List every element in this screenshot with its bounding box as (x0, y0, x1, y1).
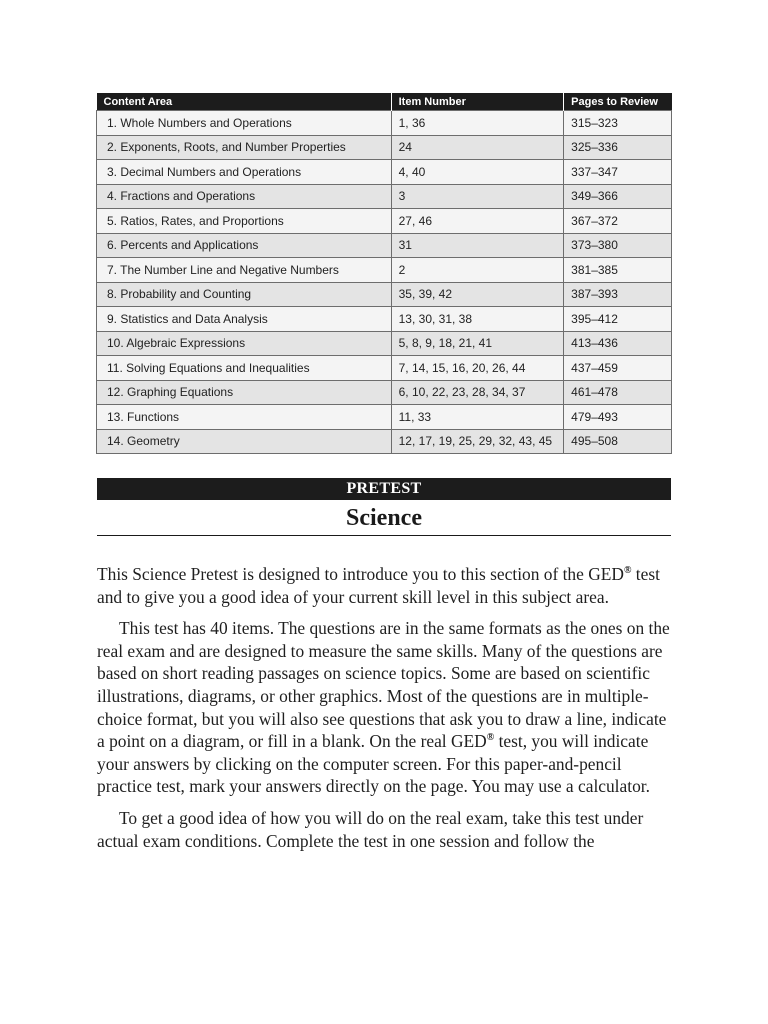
table-row (97, 184, 672, 209)
item-number-cell: 7, 14, 15, 16, 20, 26, 44 (391, 356, 564, 381)
pages-cell: 367–372 (564, 209, 672, 234)
item-number-cell: 4, 40 (391, 160, 564, 185)
pages-cell: 395–412 (564, 307, 672, 332)
format-text-start: This test has 40 items. The questions are in the same formats as the ones on the real exam and are designed to measure the same skills. Many of the questions are based on short reading passages on science topics. Some are based on scientific illustrations, diagrams, or other graphics. Most of the questions are in multiple-choice format, but you will also see questions that ask you to draw a line, indicate a point on a diagram, or fill in a blank. On the real GED (97, 618, 670, 752)
pages-cell: 387–393 (564, 282, 672, 307)
content-area-cell: 11. Solving Equations and Inequalities (97, 356, 392, 381)
title-divider (97, 535, 671, 536)
item-number-cell: 6, 10, 22, 23, 28, 34, 37 (391, 380, 564, 405)
header-item-number: Item Number (391, 93, 564, 111)
pages-cell: 495–508 (564, 429, 672, 454)
paragraph-intro (97, 563, 675, 608)
pages-cell: 461–478 (564, 380, 672, 405)
content-area-cell: 9. Statistics and Data Analysis (97, 307, 392, 332)
item-number-cell: 27, 46 (391, 209, 564, 234)
table-row (97, 111, 672, 136)
table-row (97, 233, 672, 258)
content-area-cell: 2. Exponents, Roots, and Number Properties (97, 135, 392, 160)
format-text-end: test, you will indicate your answers by clicking on the computer screen. For this paper-and-pencil practice test, mark your answers directly on the page. You may use a calculator. (97, 731, 650, 797)
table-header-row (97, 93, 672, 111)
header-content-area: Content Area (97, 93, 392, 111)
table-row (97, 429, 672, 454)
table-row (97, 356, 672, 381)
table-row (97, 209, 672, 234)
pages-cell: 479–493 (564, 405, 672, 430)
item-number-cell: 2 (391, 258, 564, 283)
paragraph-exam-conditions: To get a good idea of how you will do on the real exam, take this test under actual exam conditions. Complete the test in one session and follow the (97, 807, 644, 851)
section-title: Science (346, 505, 422, 531)
item-number-cell: 3 (391, 184, 564, 209)
body-text (97, 563, 675, 861)
table-row (97, 380, 672, 405)
content-area-cell: 12. Graphing Equations (97, 380, 392, 405)
item-number-cell: 13, 30, 31, 38 (391, 307, 564, 332)
table-row (97, 307, 672, 332)
content-area-cell: 4. Fractions and Operations (97, 184, 392, 209)
pages-cell: 349–366 (564, 184, 672, 209)
item-number-cell: 1, 36 (391, 111, 564, 136)
item-number-cell: 31 (391, 233, 564, 258)
item-number-cell: 5, 8, 9, 18, 21, 41 (391, 331, 564, 356)
table-body (97, 111, 672, 454)
content-area-cell: 1. Whole Numbers and Operations (97, 111, 392, 136)
pages-cell: 373–380 (564, 233, 672, 258)
pretest-banner: PRETEST (97, 478, 671, 500)
table-row (97, 258, 672, 283)
content-area-cell: 3. Decimal Numbers and Operations (97, 160, 392, 185)
intro-text-end: test and to give you a good idea of your current skill level in this subject area. (97, 564, 660, 607)
content-area-cell: 6. Percents and Applications (97, 233, 392, 258)
pages-cell: 437–459 (564, 356, 672, 381)
content-area-cell: 10. Algebraic Expressions (97, 331, 392, 356)
content-area-cell: 14. Geometry (97, 429, 392, 454)
content-area-cell: 13. Functions (97, 405, 392, 430)
pages-cell: 381–385 (564, 258, 672, 283)
table-row (97, 331, 672, 356)
intro-text-start: This Science Pretest is designed to introduce you to this section of the GED (97, 564, 624, 584)
registered-mark: ® (486, 732, 495, 744)
header-pages-to-review: Pages to Review (564, 93, 672, 111)
content-area-cell: 5. Ratios, Rates, and Proportions (97, 209, 392, 234)
item-number-cell: 12, 17, 19, 25, 29, 32, 43, 45 (391, 429, 564, 454)
pages-cell: 315–323 (564, 111, 672, 136)
pages-cell: 413–436 (564, 331, 672, 356)
table-row (97, 405, 672, 430)
table-row (97, 282, 672, 307)
content-area-review-table-wrapper (96, 93, 672, 454)
paragraph-test-format (97, 617, 675, 798)
item-number-cell: 24 (391, 135, 564, 160)
content-area-review-table (96, 93, 672, 454)
item-number-cell: 35, 39, 42 (391, 282, 564, 307)
table-row (97, 135, 672, 160)
table-row (97, 160, 672, 185)
pages-cell: 325–336 (564, 135, 672, 160)
pages-cell: 337–347 (564, 160, 672, 185)
registered-mark: ® (623, 565, 632, 577)
item-number-cell: 11, 33 (391, 405, 564, 430)
content-area-cell: 8. Probability and Counting (97, 282, 392, 307)
content-area-cell: 7. The Number Line and Negative Numbers (97, 258, 392, 283)
